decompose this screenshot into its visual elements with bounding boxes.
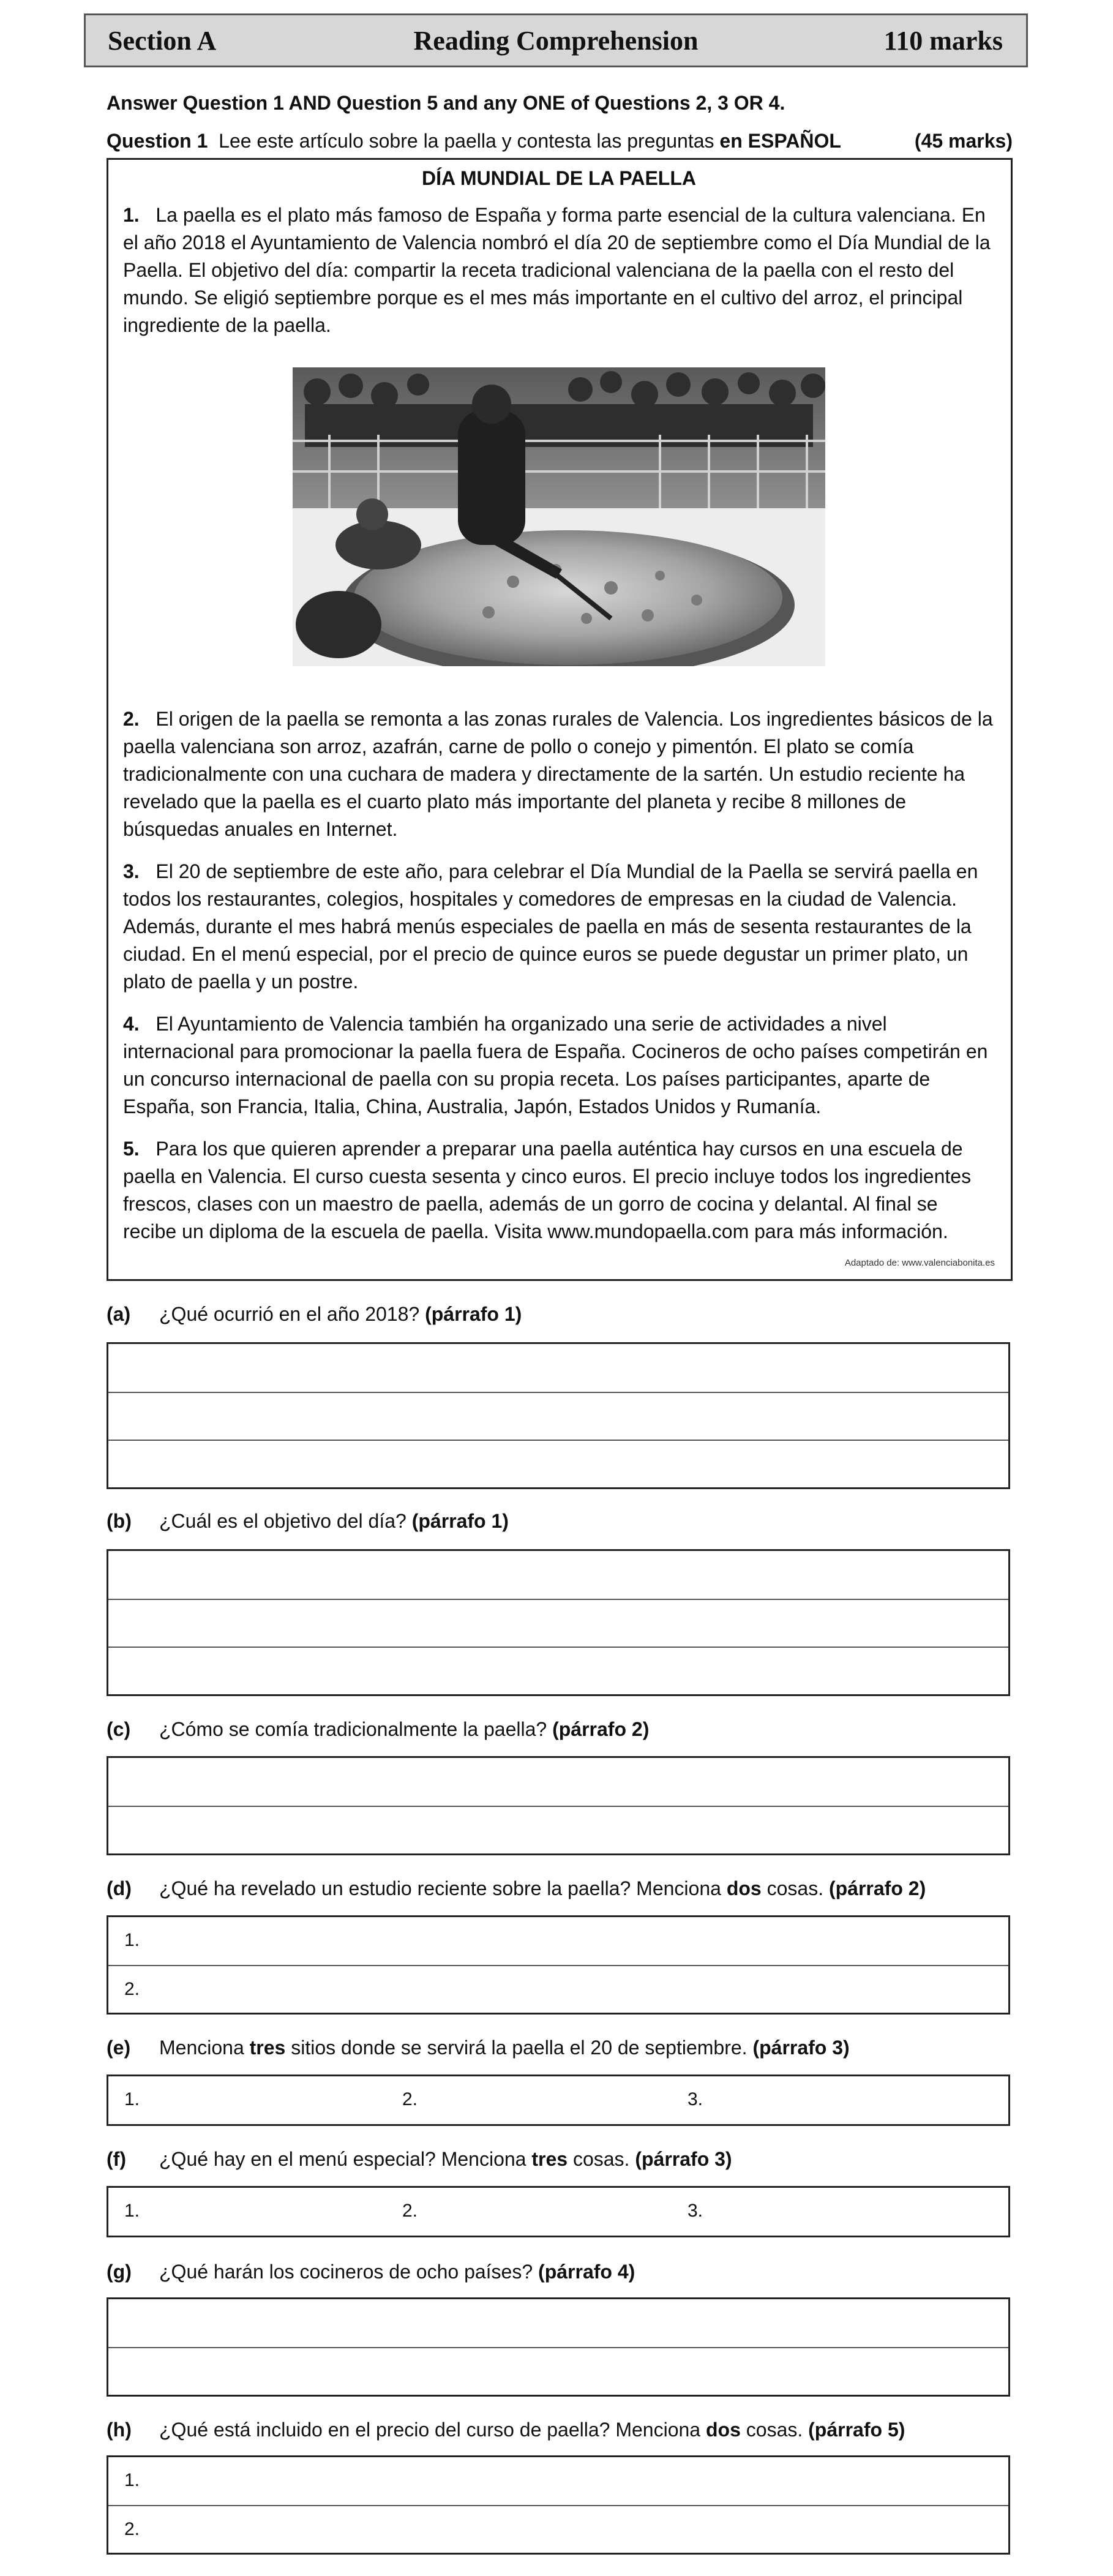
question-c: (c) ¿Cómo se comía tradicionalmente la paella? (párrafo 2) — [107, 1718, 650, 1740]
question-g: (g) ¿Qué harán los cocineros de ocho países? (párrafo 4) — [107, 2261, 635, 2283]
answer-line[interactable]: 1. — [124, 2470, 140, 2490]
article-box — [107, 158, 1013, 1281]
article-title: DÍA MUNDIAL DE LA PAELLA — [422, 167, 696, 189]
question-a: (a) ¿Qué ocurrió en el año 2018? (párrafo 1) — [107, 1303, 522, 1325]
answer-line[interactable] — [108, 1599, 1008, 1647]
question-d: (d) ¿Qué ha revelado un estudio reciente sobre la paella? Menciona dos cosas. (párrafo 2) — [107, 1877, 926, 1899]
answer-line[interactable] — [108, 1344, 1008, 1392]
answer-box-d[interactable] — [107, 1915, 1010, 2015]
article-source: Adaptado de: www.valenciabonita.es — [844, 1258, 995, 1268]
section-title: Reading Comprehension — [413, 25, 699, 56]
answer-line[interactable] — [108, 1647, 1008, 1694]
answer-line[interactable] — [108, 1440, 1008, 1487]
answer-box-g[interactable] — [107, 2297, 1010, 2397]
answer-box-b[interactable] — [107, 1549, 1010, 1696]
answer-line[interactable]: 1. — [124, 1930, 140, 1950]
paragraph-3: 3. El 20 de septiembre de este año, para celebrar el Día Mundial de la Paella se servirá paella en todos los restaurantes, colegios, hospitales y comedores de empresas en la ciudad de Valencia. Además, durante el mes habrá menús especiales de paella en más de sesenta restaurantes de la ciudad. En el menú especial, por el precio de quince euros se puede degustar un primer plato, un plato de paella y un postre. — [123, 860, 978, 993]
question-f: (f) ¿Qué hay en el menú especial? Menciona tres cosas. (párrafo 3) — [107, 2148, 732, 2170]
question-1-heading — [107, 130, 1013, 152]
answer-box-a[interactable] — [107, 1342, 1010, 1489]
answer-line[interactable] — [108, 2347, 1008, 2395]
paragraph-5: 5. Para los que quieren aprender a preparar una paella auténtica hay cursos en una escuela de paella en Valencia. El curso cuesta sesenta y cinco euros. El precio incluye todos los ingredientes frescos, clases con un maestro de paella, además de un gorro de cocina y delantal. Al final se recibe un diploma de la escuela de paella. Visita www.mundopaella.com para más información. — [123, 1138, 972, 1242]
question-1-marks: (45 marks) — [914, 130, 1013, 152]
answer-line[interactable]: 2. — [108, 1965, 1008, 2013]
answer-box-e[interactable] — [107, 2075, 1010, 2126]
answer-line[interactable]: 1. 2. 3. — [124, 2201, 703, 2221]
question-1-label: Question 1 — [107, 130, 208, 152]
paragraph-4: 4. El Ayuntamiento de Valencia también ha organizado una serie de actividades a nivel internacional para promocionar la paella fuera de España. Cocineros de ocho países competirán en un concurso internacional de paella con su propia receta. Los países participantes, aparte de España, son Francia, Italia, China, Australia, Japón, Estados Unidos y Rumanía. — [123, 1013, 988, 1117]
answer-box-h[interactable] — [107, 2455, 1010, 2555]
section-header — [84, 13, 1028, 67]
instruction-text: Answer Question 1 AND Question 5 and any ONE of Questions 2, 3 OR 4. — [107, 92, 785, 114]
question-e: (e) Menciona tres sitios donde se servirá la paella el 20 de septiembre. (párrafo 3) — [107, 2037, 850, 2059]
answer-line[interactable]: 1. 2. 3. — [124, 2089, 703, 2109]
paella-photo — [293, 367, 825, 666]
answer-line[interactable] — [108, 2299, 1008, 2347]
answer-line[interactable] — [108, 1551, 1008, 1599]
section-label: Section A — [108, 25, 217, 56]
answer-line[interactable] — [108, 1392, 1008, 1440]
answer-line[interactable] — [108, 1806, 1008, 1853]
question-1-emphasis: en ESPAÑOL — [719, 130, 841, 152]
answer-line[interactable] — [108, 1758, 1008, 1806]
answer-box-c[interactable] — [107, 1756, 1010, 1855]
answer-line[interactable]: 2. — [108, 2505, 1008, 2553]
answer-box-f[interactable] — [107, 2186, 1010, 2237]
question-b: (b) ¿Cuál es el objetivo del día? (párrafo 1) — [107, 1510, 509, 1532]
section-marks: 110 marks — [883, 25, 1003, 56]
paragraph-2: 2. El origen de la paella se remonta a las zonas rurales de Valencia. Los ingredientes básicos de la paella valenciana son arroz, azafrán, carne de pollo o conejo y pimentón. El plato se comía tradicionalmente con una cuchara de madera y directamente de la sartén. Un estudio reciente ha revelado que la paella es el cuarto plato más importante del planeta y recibe 8 millones de búsquedas anuales en Internet. — [123, 708, 993, 840]
paragraph-1: 1. La paella es el plato más famoso de España y forma parte esencial de la cultura valenciana. En el año 2018 el Ayuntamiento de Valencia nombró el día 20 de septiembre como el Día Mundial de la Paella. El objetivo del día: compartir la receta tradicional valenciana de la paella con el resto del mundo. Se eligió septiembre porque es el mes más importante en el cultivo del arroz, el principal ingrediente de la paella. — [123, 204, 991, 336]
question-1-text: Lee este artículo sobre la paella y contesta las preguntas — [219, 130, 714, 152]
question-h: (h) ¿Qué está incluido en el precio del curso de paella? Menciona dos cosas. (párrafo 5) — [107, 2419, 905, 2441]
